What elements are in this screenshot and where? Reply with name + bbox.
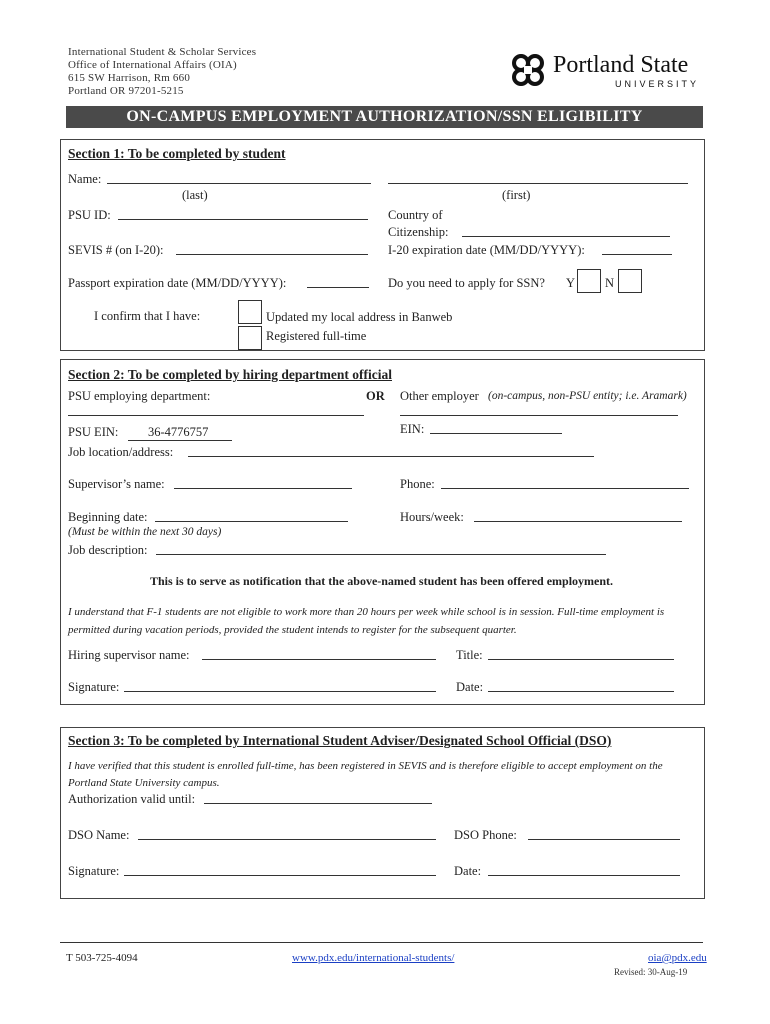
first-label: (first) [502, 188, 531, 202]
psu-id-field[interactable] [118, 219, 368, 220]
understand-line2: permitted during vacation periods, provided the student intends to register for the subsequent quarter. [68, 624, 517, 636]
psu-ein-label: PSU EIN: [68, 425, 119, 439]
other-employer-label: Other employer [400, 389, 479, 403]
passport-label: Passport expiration date (MM/DD/YYYY): [68, 276, 287, 290]
hiring-sup-field[interactable] [202, 659, 436, 660]
title-label: Title: [456, 648, 483, 662]
dso-date-field[interactable] [488, 875, 680, 876]
org-line: Portland OR 97201-5215 [68, 85, 184, 97]
signature-field[interactable] [124, 691, 436, 692]
within-note: (Must be within the next 30 days) [68, 526, 222, 538]
address-checkbox[interactable] [238, 300, 262, 324]
hours-label: Hours/week: [400, 510, 464, 524]
dso-name-label: DSO Name: [68, 828, 130, 842]
fulltime-checkbox[interactable] [238, 326, 262, 350]
footer-phone: T 503-725-4094 [66, 952, 138, 964]
signature-label: Signature: [68, 680, 120, 694]
auth-field[interactable] [204, 803, 432, 804]
footer-website-link[interactable]: www.pdx.edu/international-students/ [292, 952, 455, 964]
dso-signature-field[interactable] [124, 875, 436, 876]
job-desc-field[interactable] [156, 554, 606, 555]
verify-line2: Portland State University campus. [68, 777, 220, 789]
sevis-label: SEVIS # (on I-20): [68, 243, 164, 257]
logo-subtitle: UNIVERSITY [615, 79, 700, 89]
country-label: Country of [388, 208, 443, 222]
dso-name-field[interactable] [138, 839, 436, 840]
last-label: (last) [182, 188, 208, 202]
fulltime-option: Registered full-time [266, 329, 367, 343]
other-employer-field[interactable] [400, 415, 678, 416]
ein-field[interactable] [430, 433, 562, 434]
phone-label: Phone: [400, 477, 435, 491]
ssn-no-label: N [605, 276, 615, 290]
job-location-field[interactable] [188, 456, 594, 457]
hiring-sup-label: Hiring supervisor name: [68, 648, 190, 662]
job-desc-label: Job description: [68, 543, 148, 557]
psu-dept-field[interactable] [68, 415, 364, 416]
ein-label: EIN: [400, 422, 425, 436]
verify-line1: I have verified that this student is enrolled full-time, has been registered in SEVIS and is therefore eligible to accept employment on the [68, 760, 663, 772]
ssn-label: Do you need to apply for SSN? [388, 276, 545, 290]
section3-title: Section 3: To be completed by International Student Adviser/Designated School Official (DSO) [68, 733, 612, 748]
dso-phone-field[interactable] [528, 839, 680, 840]
address-option: Updated my local address in Banweb [266, 310, 453, 324]
name-label: Name: [68, 172, 102, 186]
job-location-label: Job location/address: [68, 445, 174, 459]
beginning-field[interactable] [155, 521, 348, 522]
first-name-field[interactable] [388, 183, 688, 184]
dso-phone-label: DSO Phone: [454, 828, 517, 842]
hours-field[interactable] [474, 521, 682, 522]
org-address [68, 46, 256, 98]
supervisor-label: Supervisor’s name: [68, 477, 165, 491]
dso-signature-label: Signature: [68, 864, 120, 878]
passport-field[interactable] [307, 287, 369, 288]
date-field[interactable] [488, 691, 674, 692]
psu-ein-value: 36-4776757 [128, 425, 232, 441]
footer-email-link[interactable]: oia@pdx.edu [648, 952, 707, 964]
footer-divider [60, 942, 703, 943]
or-label: OR [366, 389, 385, 403]
last-name-field[interactable] [107, 183, 371, 184]
auth-label: Authorization valid until: [68, 792, 196, 806]
psu-dept-label: PSU employing department: [68, 389, 211, 403]
dso-date-label: Date: [454, 864, 482, 878]
other-employer-note: (on-campus, non-PSU entity; i.e. Aramark) [488, 390, 687, 402]
psu-logo-icon [508, 50, 548, 90]
title-field[interactable] [488, 659, 674, 660]
org-line: International Student & Scholar Services [68, 46, 257, 58]
ssn-yes-label: Y [566, 276, 576, 290]
section3-box [60, 727, 705, 899]
sevis-field[interactable] [176, 254, 368, 255]
psu-id-label: PSU ID: [68, 208, 111, 222]
revised-date: Revised: 30-Aug-19 [614, 967, 688, 977]
org-line: 615 SW Harrison, Rm 660 [68, 72, 191, 84]
i20-label: I-20 expiration date (MM/DD/YYYY): [388, 243, 585, 257]
citizenship-field[interactable] [462, 236, 670, 237]
logo-name: Portland State [553, 52, 689, 78]
org-line: Office of International Affairs (OIA) [68, 59, 237, 71]
citizenship-label: Citizenship: [388, 225, 449, 239]
confirm-label: I confirm that I have: [94, 309, 201, 323]
notification-text: This is to serve as notification that the above-named student has been offered employment. [149, 574, 614, 588]
ssn-no-checkbox[interactable] [618, 269, 642, 293]
supervisor-field[interactable] [174, 488, 352, 489]
ssn-yes-checkbox[interactable] [577, 269, 601, 293]
form-title: ON-CAMPUS EMPLOYMENT AUTHORIZATION/SSN ELIGIBILITY [66, 106, 703, 128]
date-label: Date: [456, 680, 484, 694]
section2-title: Section 2: To be completed by hiring department official [68, 367, 392, 382]
phone-field[interactable] [441, 488, 689, 489]
beginning-label: Beginning date: [68, 510, 148, 524]
i20-field[interactable] [602, 254, 672, 255]
understand-line1: I understand that F-1 students are not eligible to work more than 20 hours per week while school is in session. Full-time employment is [68, 606, 665, 618]
section1-title: Section 1: To be completed by student [68, 146, 286, 161]
